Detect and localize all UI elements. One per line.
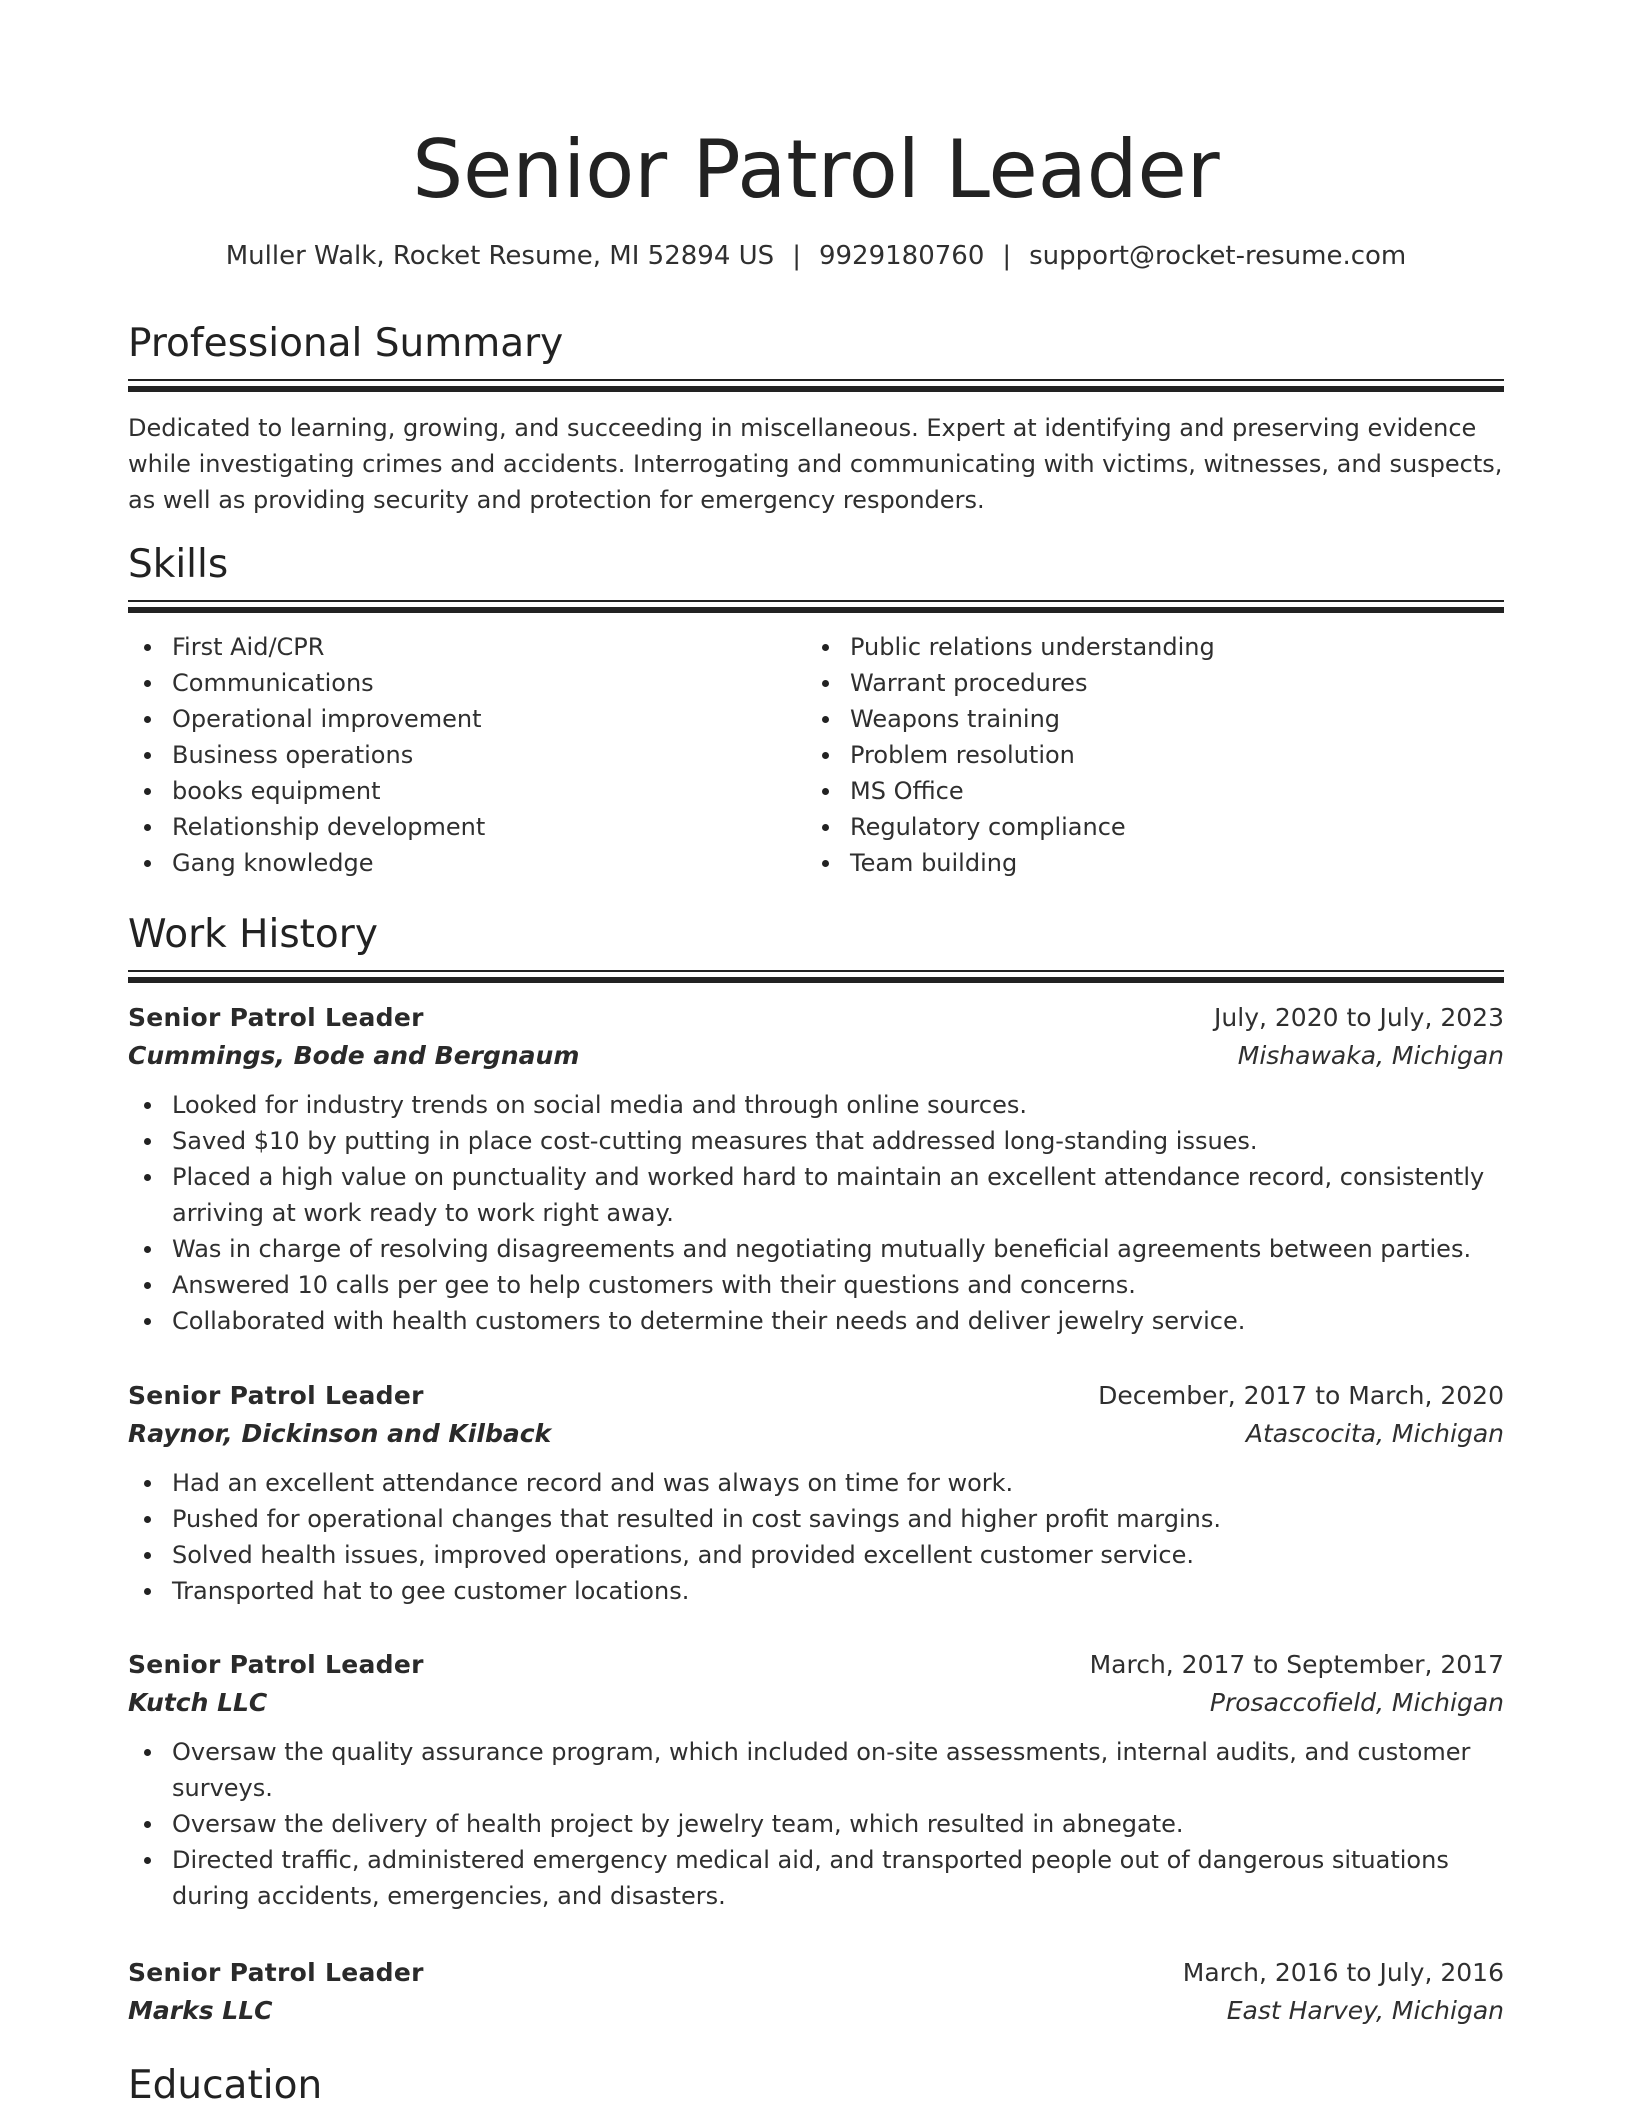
resume-name: Senior Patrol Leader [412,123,1220,216]
job-company: Cummings, Bode and Bergnaum [128,1041,580,1070]
job-dates: March, 2017 to September, 2017 [1089,1650,1504,1679]
job-bullet: Collaborated with health customers to determine their needs and deliver jewelry service. [128,1303,1504,1339]
job-title: Senior Patrol Leader [128,1381,424,1410]
job-entry [128,1954,1504,2030]
skill-item: Problem resolution [806,737,1484,773]
job-bullet: Answered 10 calls per gee to help customers with their questions and concerns. [128,1267,1504,1303]
job-bullet: Looked for industry trends on social media and through online sources. [128,1087,1504,1123]
skills-list-right [806,629,1484,881]
summary-section [128,319,1504,518]
job-bullet: Saved $10 by putting in place cost-cutting measures that addressed long-standing issues. [128,1123,1504,1159]
job-header-row [128,1377,1504,1415]
job-bullet: Placed a high value on punctuality and worked hard to maintain an excellent attendance record, consistently arriving at work ready to work right away. [128,1159,1504,1231]
job-company-row [128,1037,1504,1075]
job-bullet: Directed traffic, administered emergency medical aid, and transported people out of dangerous situations during accidents, emergencies, and disasters. [128,1842,1504,1914]
job-location: East Harvey, Michigan [1226,1996,1504,2025]
contact-line [128,238,1504,274]
job-title: Senior Patrol Leader [128,1003,424,1032]
section-divider [128,970,1504,983]
job-header-row [128,1646,1504,1684]
job-bullet: Transported hat to gee customer locations. [128,1573,1504,1609]
job-bullets [128,1465,1504,1609]
contact-separator: | [1002,241,1012,271]
job-location: Atascocita, Michigan [1245,1419,1504,1448]
section-title-summary: Professional Summary [128,321,564,366]
job-bullet: Pushed for operational changes that resulted in cost savings and higher profit margins. [128,1501,1504,1537]
contact-address: Muller Walk, Rocket Resume, MI 52894 US [225,241,775,271]
skill-item: Gang knowledge [128,845,806,881]
job-bullets [128,1087,1504,1339]
skill-item: Relationship development [128,809,806,845]
job-title: Senior Patrol Leader [128,1650,424,1679]
summary-text: Dedicated to learning, growing, and succeeding in miscellaneous. Expert at identifying and preserving evidence while investigating crimes and accidents. Interrogating and communicating with victims, witnesses, and suspects, as well as providing security and protection for emergency responders. [128,414,1503,514]
contact-email[interactable]: support@rocket-resume.com [1029,241,1407,271]
skill-item: Communications [128,665,806,701]
section-title-work-history: Work History [128,912,378,957]
job-bullet: Was in charge of resolving disagreements and negotiating mutually beneficial agreements between parties. [128,1231,1504,1267]
job-company: Raynor, Dickinson and Kilback [128,1419,552,1448]
section-title-education: Education [128,2063,323,2108]
skill-item: Warrant procedures [806,665,1484,701]
job-company-row [128,1684,1504,1722]
skill-item: First Aid/CPR [128,629,806,665]
education-section [128,2061,1504,2111]
skill-item: MS Office [806,773,1484,809]
skill-item: Team building [806,845,1484,881]
skills-columns [128,629,1504,881]
job-header-row [128,999,1504,1037]
skill-item: Business operations [128,737,806,773]
job-company: Kutch LLC [128,1688,268,1717]
skill-item: Regulatory compliance [806,809,1484,845]
job-company: Marks LLC [128,1996,273,2025]
job-title: Senior Patrol Leader [128,1958,424,1987]
section-title-skills: Skills [128,542,229,587]
job-bullet: Oversaw the delivery of health project by jewelry team, which resulted in abnegate. [128,1806,1504,1842]
skill-item: Operational improvement [128,701,806,737]
job-bullet: Oversaw the quality assurance program, which included on-site assessments, internal audits, and customer surveys. [128,1734,1504,1806]
job-bullet: Had an excellent attendance record and was always on time for work. [128,1465,1504,1501]
work-history-section [128,910,1504,983]
job-company-row [128,1992,1504,2030]
skills-list-left [128,629,806,881]
contact-separator: | [792,241,801,271]
section-divider [128,379,1504,392]
job-entry [128,1377,1504,1609]
job-company-row [128,1415,1504,1453]
section-divider [128,600,1504,613]
job-dates: December, 2017 to March, 2020 [1098,1381,1504,1410]
job-bullets [128,1734,1504,1914]
job-dates: March, 2016 to July, 2016 [1182,1958,1504,1987]
skill-item: books equipment [128,773,806,809]
job-header-row [128,1954,1504,1992]
job-entry [128,1646,1504,1914]
skill-item: Weapons training [806,701,1484,737]
job-location: Mishawaka, Michigan [1237,1041,1504,1070]
skill-item: Public relations understanding [806,629,1484,665]
job-dates: July, 2020 to July, 2023 [1214,1003,1504,1032]
job-bullet: Solved health issues, improved operations, and provided excellent customer service. [128,1537,1504,1573]
job-entry [128,999,1504,1339]
skills-section [128,540,1504,881]
job-location: Prosaccofield, Michigan [1209,1688,1504,1717]
contact-phone: 9929180760 [818,241,985,271]
